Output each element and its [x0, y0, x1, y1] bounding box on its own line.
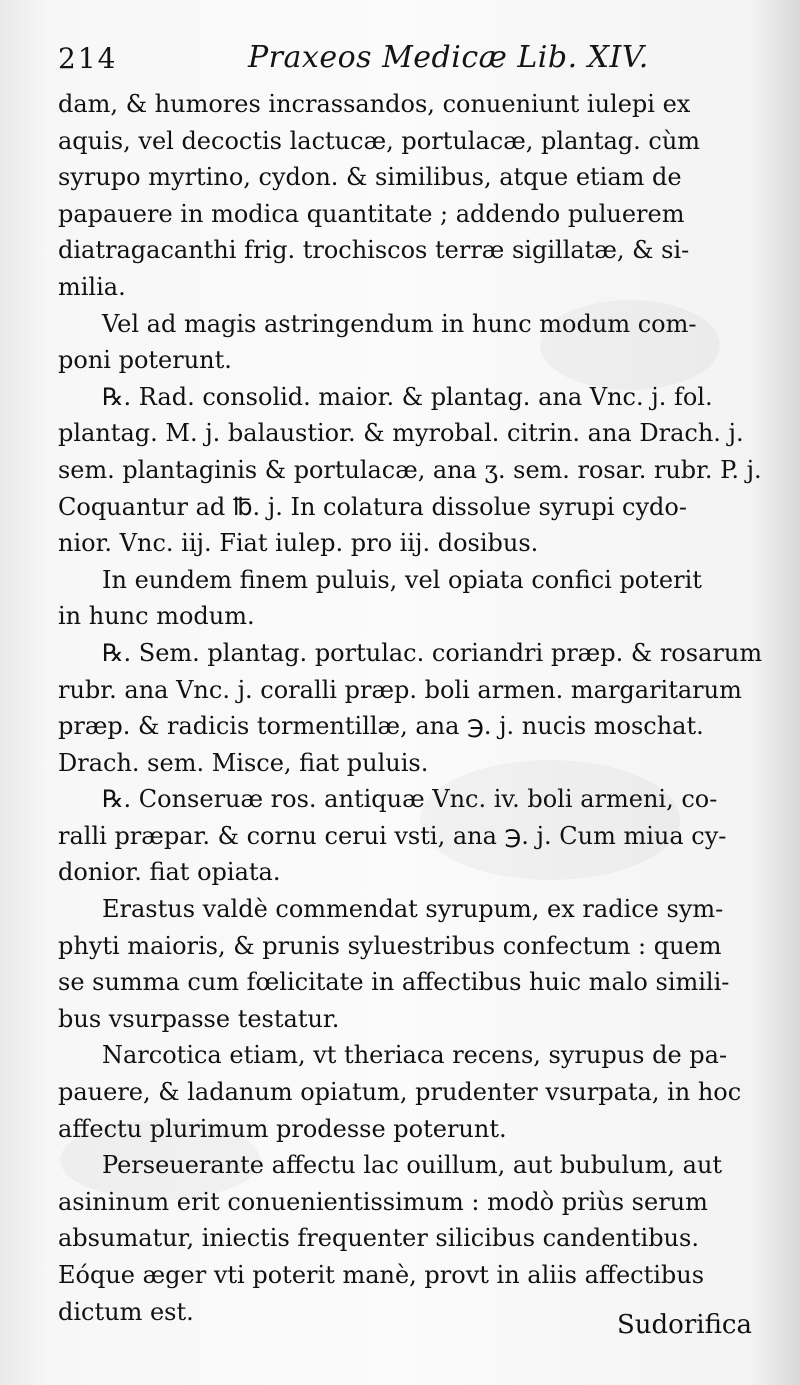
text-line: ℞. Conseruæ ros. antiquæ Vnc. iv. boli armeni, co-: [102, 785, 718, 814]
text-line: bus vsurpasse testatur.: [58, 1004, 340, 1033]
text-line: ℞. Rad. consolid. maior. & plantag. ana Vnc. j. fol.: [102, 382, 713, 411]
catchword: Sudorifica: [616, 1310, 752, 1340]
text-line: se summa cum fœlicitate in affectibus huic malo simili-: [58, 968, 730, 997]
body-text: [58, 86, 762, 1330]
text-line: papauere in modica quantitate ; addendo puluerem: [58, 199, 685, 228]
text-line: syrupo myrtino, cydon. & similibus, atque etiam de: [58, 163, 682, 192]
text-line: pauere, & ladanum opiatum, prudenter vsurpata, in hoc: [58, 1078, 742, 1107]
text-line: in hunc modum.: [58, 602, 255, 631]
text-line: præp. & radicis tormentillæ, ana ℈. j. nucis moschat.: [58, 712, 704, 741]
text-line: Erastus valdè commendat syrupum, ex radice sym-: [102, 895, 724, 924]
text-line: asininum erit conuenientissimum : modò priùs serum: [58, 1187, 708, 1216]
text-line: Eóque æger vti poterit manè, provt in aliis affectibus: [58, 1261, 705, 1289]
page-number: 214: [58, 42, 118, 75]
text-line: dictum est.: [58, 1297, 194, 1326]
text-line: poni poterunt.: [58, 346, 232, 375]
text-line: milia.: [58, 272, 126, 301]
text-line: Coquantur ad ℔. j. In colatura dissolue syrupi cydo-: [58, 492, 687, 521]
text-line: nior. Vnc. iij. Fiat iulep. pro iij. dosibus.: [58, 529, 539, 558]
text-line: ℞. Sem. plantag. portulac. coriandri præp. & rosarum: [102, 638, 763, 667]
text-line: absumatur, iniectis frequenter silicibus candentibus.: [58, 1224, 699, 1253]
text-line: plantag. M. j. balaustior. & myrobal. citrin. ana Drach. j.: [58, 419, 744, 448]
text-line: Drach. sem. Misce, fiat puluis.: [58, 748, 429, 777]
text-line: dam, & humores incrassandos, conueniunt iulepi ex: [58, 90, 691, 118]
text-line: affectu plurimum prodesse poterunt.: [58, 1114, 507, 1143]
text-line: In eundem finem puluis, vel opiata confici poterit: [102, 565, 702, 594]
text-line: rubr. ana Vnc. j. coralli præp. boli armen. margaritarum: [58, 675, 742, 704]
text-line: Vel ad magis astringendum in hunc modum com-: [102, 309, 697, 338]
page-header: [58, 40, 758, 86]
text-line: donior. fiat opiata.: [58, 858, 281, 887]
text-line: sem. plantaginis & portulacæ, ana ʒ. sem. rosar. rubr. P. j.: [58, 455, 762, 484]
text-line: aquis, vel decoctis lactucæ, portulacæ, plantag. cùm: [58, 126, 701, 155]
text-line: phyti maioris, & prunis syluestribus confectum : quem: [58, 931, 722, 960]
text-line: Perseuerante affectu lac ouillum, aut bubulum, aut: [102, 1151, 723, 1180]
text-line: Narcotica etiam, vt theriaca recens, syrupus de pa-: [102, 1041, 728, 1070]
running-title: Praxeos Medicæ Lib. XIV.: [248, 40, 649, 75]
text-line: diatragacanthi frig. trochiscos terræ sigillatæ, & si-: [58, 236, 690, 265]
text-line: ralli præpar. & cornu cerui vsti, ana ℈. j. Cum miua cy-: [58, 821, 727, 850]
